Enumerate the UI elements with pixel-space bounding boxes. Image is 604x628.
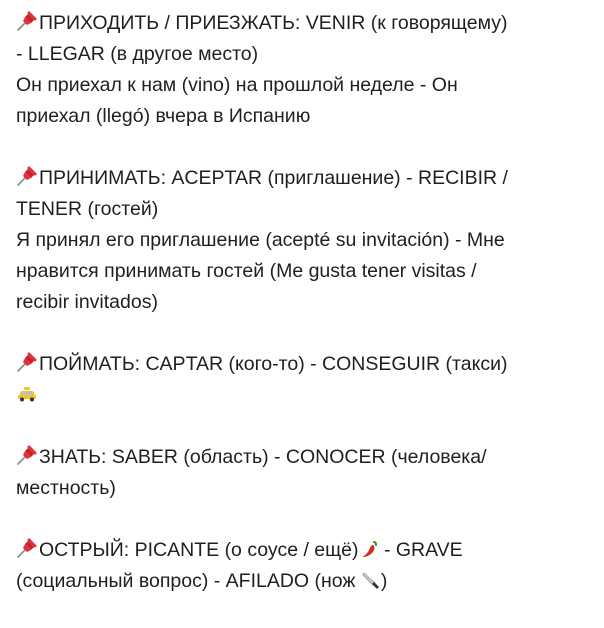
entry-text: - GRAVE	[378, 539, 463, 561]
entry-text-line: местность)	[16, 477, 116, 499]
entry-text-line: - LLEGAR (в другое место)	[16, 43, 259, 65]
entry-znat	[16, 442, 592, 504]
entry-text: )	[380, 570, 388, 592]
entry-prinimat	[16, 163, 592, 318]
entry-heading-line	[16, 442, 592, 473]
taxi-icon	[16, 384, 36, 404]
entry-heading-line	[16, 8, 592, 39]
entry-poymat	[16, 349, 592, 411]
entry-prihodit	[16, 8, 592, 132]
pushpin-icon	[16, 444, 38, 466]
entry-text-line: recibir invitados)	[16, 291, 158, 313]
entry-text: ПОЙМАТЬ: CAPTAR (кого-то) - CONSEGUIR (такси)	[39, 353, 508, 375]
entry-text-line: TENER (гостей)	[16, 198, 159, 220]
entry-heading-line	[16, 349, 592, 380]
entry-text: ПРИХОДИТЬ / ПРИЕЗЖАТЬ: VENIR (к говорящему)	[39, 12, 508, 34]
entry-text-line	[16, 566, 592, 597]
pushpin-icon	[16, 165, 38, 187]
hot-pepper-icon	[359, 539, 379, 559]
pushpin-icon	[16, 351, 38, 373]
pushpin-icon	[16, 537, 38, 559]
entry-text-line: Я принял его приглашение (acepté su invitación) - Мне	[16, 229, 505, 251]
entry-text-line: приехал (llegó) вчера в Испанию	[16, 105, 311, 127]
entry-text-line: Он приехал к нам (vino) на прошлой неделе - Он	[16, 74, 458, 96]
knife-icon	[361, 570, 381, 590]
pushpin-icon	[16, 10, 38, 32]
entry-text: ЗНАТЬ: SABER (область) - CONOCER (человека/	[39, 446, 487, 468]
entry-text: ПРИНИМАТЬ: ACEPTAR (приглашение) - RECIBIR /	[39, 167, 508, 189]
entry-text-line: нравится принимать гостей (Me gusta tener visitas /	[16, 260, 477, 282]
entry-text: ОСТРЫЙ: PICANTE (о соусе / ещё)	[39, 539, 359, 561]
entry-text: (социальный вопрос) - AFILADO (нож	[16, 570, 361, 592]
entry-heading-line	[16, 535, 592, 566]
entry-ostryy	[16, 535, 592, 597]
document-body	[16, 8, 592, 628]
entry-heading-line	[16, 163, 592, 194]
entry-emoji-line	[16, 380, 592, 411]
